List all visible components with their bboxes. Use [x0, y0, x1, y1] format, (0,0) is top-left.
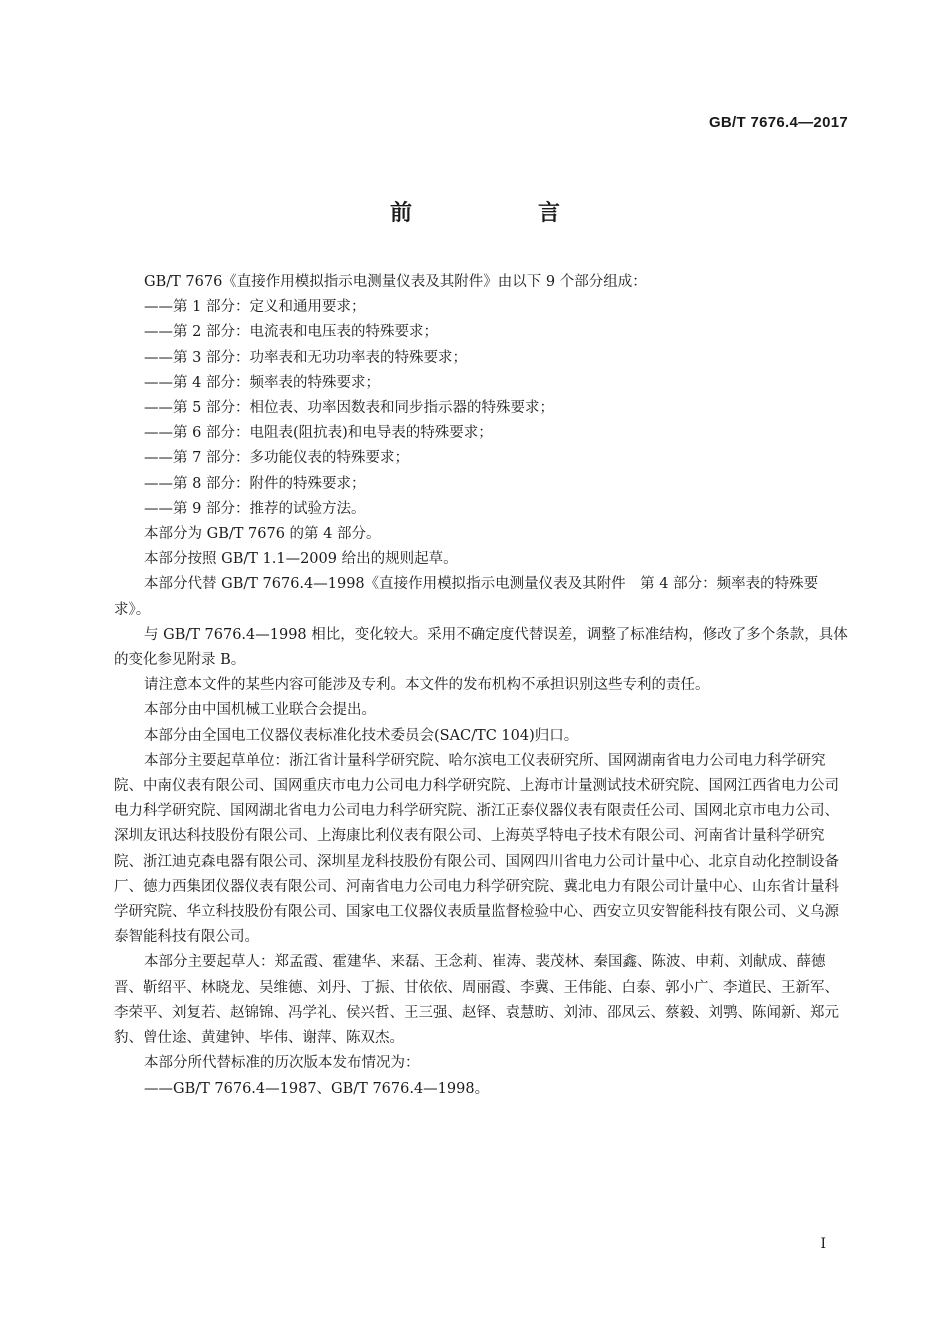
page-title: 前 言 — [389, 200, 612, 226]
part-list-item: ——第 1 部分：定义和通用要求； — [144, 299, 366, 316]
part-list-item: ——第 8 部分：附件的特殊要求； — [144, 475, 366, 492]
intro-paragraph: GB/T 7676《直接作用模拟指示电测量仪表及其附件》由以下 9 个部分组成： — [144, 274, 647, 290]
body-paragraph: 本部分代替 GB/T 7676.4—1998《直接作用模拟指示电测量仪表及其附件 第 4 部分：频率表的特殊要求》。 — [114, 576, 819, 618]
page-number: I — [820, 1236, 826, 1252]
foreword-body — [114, 270, 852, 1102]
part-list-item: ——第 2 部分：电流表和电压表的特殊要求； — [144, 324, 438, 341]
body-paragraph: 本部分所代替标准的历次版本发布情况为： — [144, 1055, 420, 1072]
standard-code: GB/T 7676.4—2017 — [708, 114, 848, 131]
body-paragraph: 本部分由全国电工仪器仪表标准化技术委员会(SAC/TC 104)归口。 — [144, 727, 579, 744]
body-paragraph: 与 GB/T 7676.4—1998 相比，变化较大。采用不确定度代替误差，调整了标准结构，修改了多个条款，具体的变化参见附录 B。 — [114, 626, 848, 669]
body-paragraph: 本部分由中国机械工业联合会提出。 — [144, 702, 376, 719]
part-list-item: ——第 4 部分：频率表的特殊要求； — [144, 374, 380, 391]
body-paragraph: 本部分按照 GB/T 1.1—2009 给出的规则起草。 — [144, 551, 458, 568]
part-list-item: ——第 7 部分：多功能仪表的特殊要求； — [144, 450, 409, 467]
body-paragraph: 请注意本文件的某些内容可能涉及专利。本文件的发布机构不承担识别这些专利的责任。 — [144, 677, 710, 694]
part-list-item: ——第 9 部分：推荐的试验方法。 — [144, 500, 366, 517]
history-item: ——GB/T 7676.4—1987、GB/T 7676.4—1998。 — [144, 1080, 490, 1097]
part-list-item: ——第 6 部分：电阻表(阻抗表)和电导表的特殊要求； — [144, 425, 493, 442]
body-paragraph: 本部分为 GB/T 7676 的第 4 部分。 — [144, 526, 381, 543]
drafters-paragraph: 本部分主要起草人：郑孟霞、霍建华、来磊、王念莉、崔涛、裴茂林、秦国鑫、陈波、申莉、刘献成、薛德晋、靳绍平、林晓龙、吴维德、刘丹、丁振、甘依依、周丽霞、李冀、王伟能、白泰、郭小广、李道民、王新军、李荣平、刘复若、赵锦锦、冯学礼、侯兴哲、王三强、赵铎、袁慧昉、刘沛、邵凤云、蔡毅、刘鹗、陈闻新、郑元豹、曾仕途、黄建钟、毕伟、谢萍、陈双杰。 — [114, 954, 839, 1047]
part-list-item: ——第 3 部分：功率表和无功功率表的特殊要求； — [144, 349, 467, 366]
part-list-item: ——第 5 部分：相位表、功率因数表和同步指示器的特殊要求； — [144, 400, 554, 417]
drafting-units-paragraph: 本部分主要起草单位：浙江省计量科学研究院、哈尔滨电工仪表研究所、国网湖南省电力公司电力科学研究院、中南仪表有限公司、国网重庆市电力公司电力科学研究院、上海市计量测试技术研究院、国网江西省电力公司电力科学研究院、国网湖北省电力公司电力科学研究院、浙江正泰仪器仪表有限责任公司、国网北京市电力公司、深圳友讯达科技股份有限公司、上海康比利仪表有限公司、上海英孚特电子技术有限公司、河南省计量科学研究院、浙江迪克森电器有限公司、深圳星龙科技股份有限公司、国网四川省电力公司计量中心、北京自动化控制设备厂、德力西集团仪器仪表有限公司、河南省电力公司电力科学研究院、冀北电力有限公司计量中心、山东省计量科学研究院、华立科技股份有限公司、国家电工仪器仪表质量监督检验中心、西安立贝安智能科技有限公司、义乌源泰智能科技有限公司。 — [114, 752, 839, 946]
